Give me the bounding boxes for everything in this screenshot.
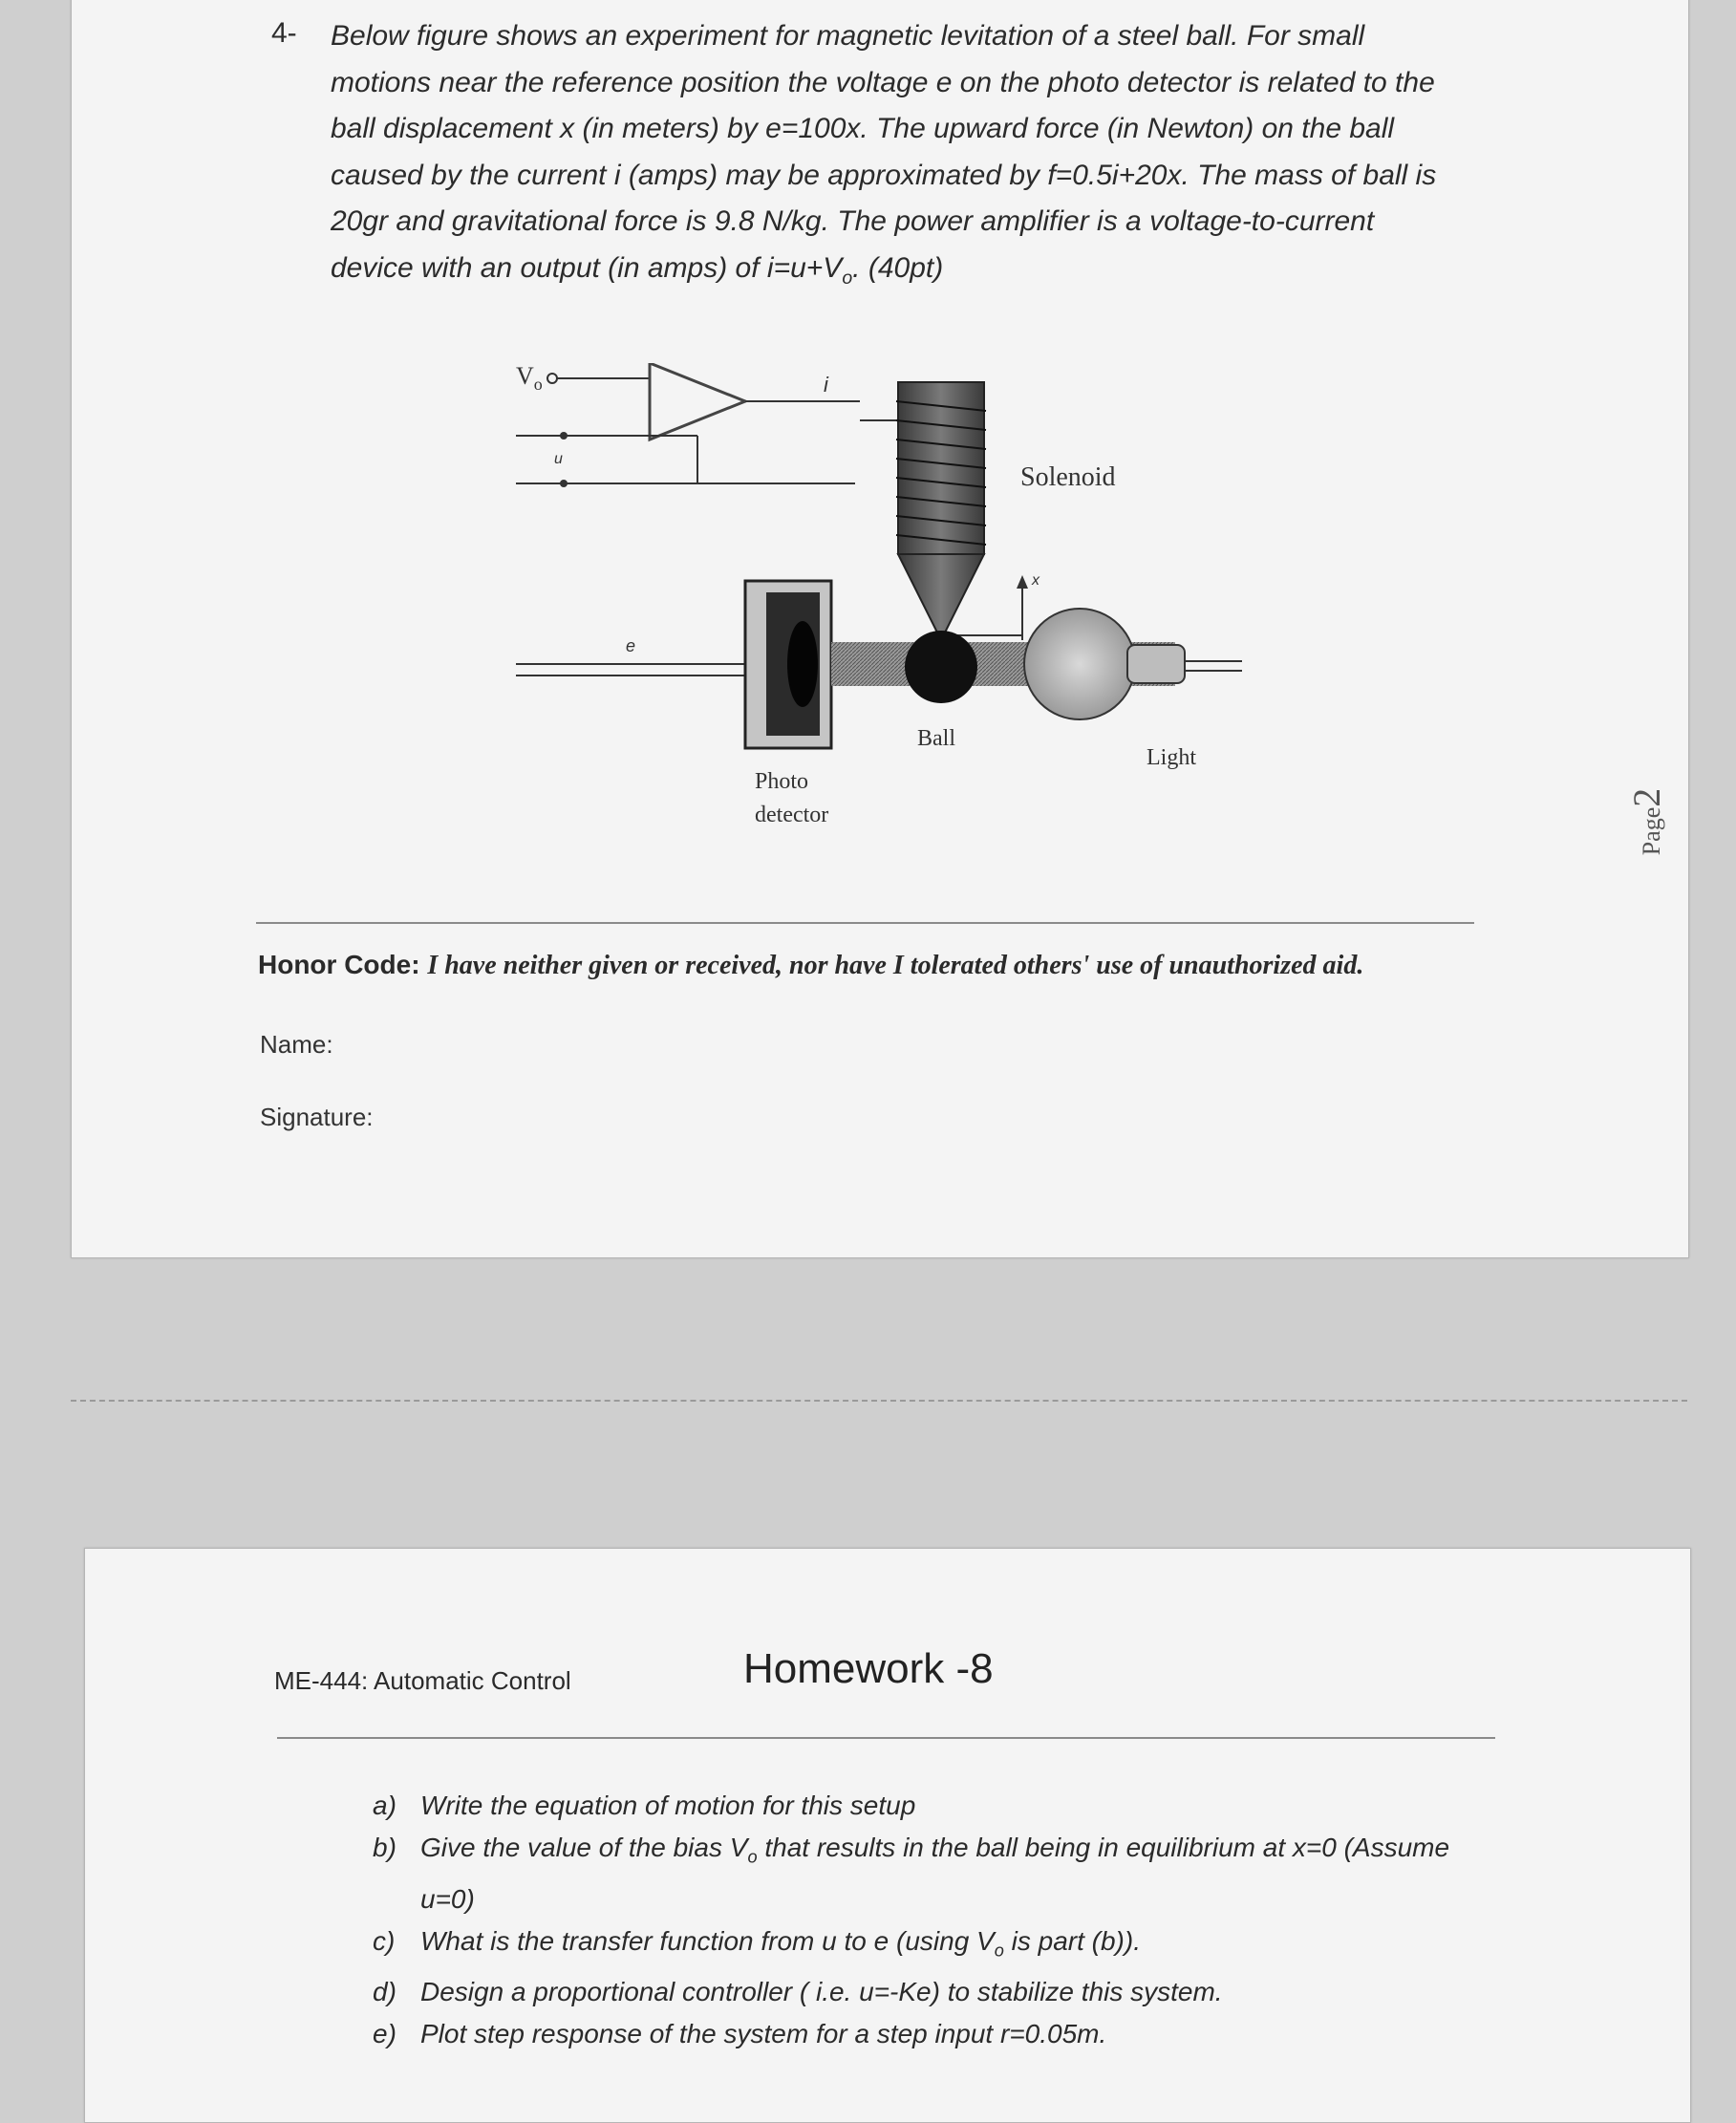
x-label: x [1032,572,1039,589]
part-c: c) What is the transfer function from u to e (using $V_o$ is part (b)). [373,1925,1141,1961]
part-d: d) Design a proportional controller ( i.e. u=-Ke) to stabilize this system. [373,1977,1223,2007]
e-label: e [626,636,636,655]
question-text [331,13,1515,301]
ball-label: Ball [917,726,955,751]
honor-code: Honor Code: I have neither given or received, nor have I tolerated others' use of unauthorized aid. [258,950,1364,980]
u-label: u [554,451,563,467]
question-line: 20gr and gravitational force is 9.8 N/kg. The power amplifier is a voltage-to-current [331,205,1375,237]
bulb-base [1127,645,1185,683]
page-break-separator [71,1400,1687,1402]
question-line: device with an output (in amps) of $i=u+V_o$. (40pt) [331,251,944,289]
question-parts [373,1785,1576,2055]
part-e: e) Plot step response of the system for a step input r=0.05m. [373,2019,1107,2049]
vo-terminal [547,374,557,383]
maglev-figure [516,363,1318,860]
course-title: ME-444: Automatic Control [274,1666,571,1695]
x-arrowhead [1017,575,1028,589]
solenoid-tip [898,554,984,640]
question-line: Below figure shows an experiment for magnetic levitation of a steel ball. For small [331,20,1365,52]
solenoid-label: Solenoid [1020,462,1116,492]
signature-field: Signature: [260,1103,374,1131]
honor-divider [256,922,1474,924]
power-amplifier [650,363,745,440]
vo-label: $V_o$ [516,363,543,394]
question-line: ball displacement x (in meters) by e=100x. The upward force (in Newton) on the ball [331,113,1395,144]
question-line: motions near the reference position the voltage e on the photo detector is related to the [331,66,1435,98]
page-number-label: Page2 [1625,787,1668,856]
header-divider [277,1737,1495,1739]
solenoid-body [898,382,984,554]
photo-detector-sensor [787,621,818,707]
light-label: Light [1147,745,1196,770]
homework-title: Homework -8 [743,1645,994,1692]
photo-label-line2: detector [755,803,829,827]
question-number: 4- [271,17,297,49]
part-b: b) Give the value of the bias $V_o$ that results in the ball being in equilibrium at x=0 (Assume u=0) [373,1833,1450,1914]
photo-label-line1: Photo [755,769,809,794]
steel-ball [905,631,977,703]
part-a: a) Write the equation of motion for this setup [373,1791,916,1820]
name-field: Name: [260,1030,333,1059]
light-bulb [1024,609,1135,719]
question-line: caused by the current i (amps) may be approximated by f=0.5i+20x. The mass of ball is [331,159,1437,191]
current-label: i [824,373,828,397]
